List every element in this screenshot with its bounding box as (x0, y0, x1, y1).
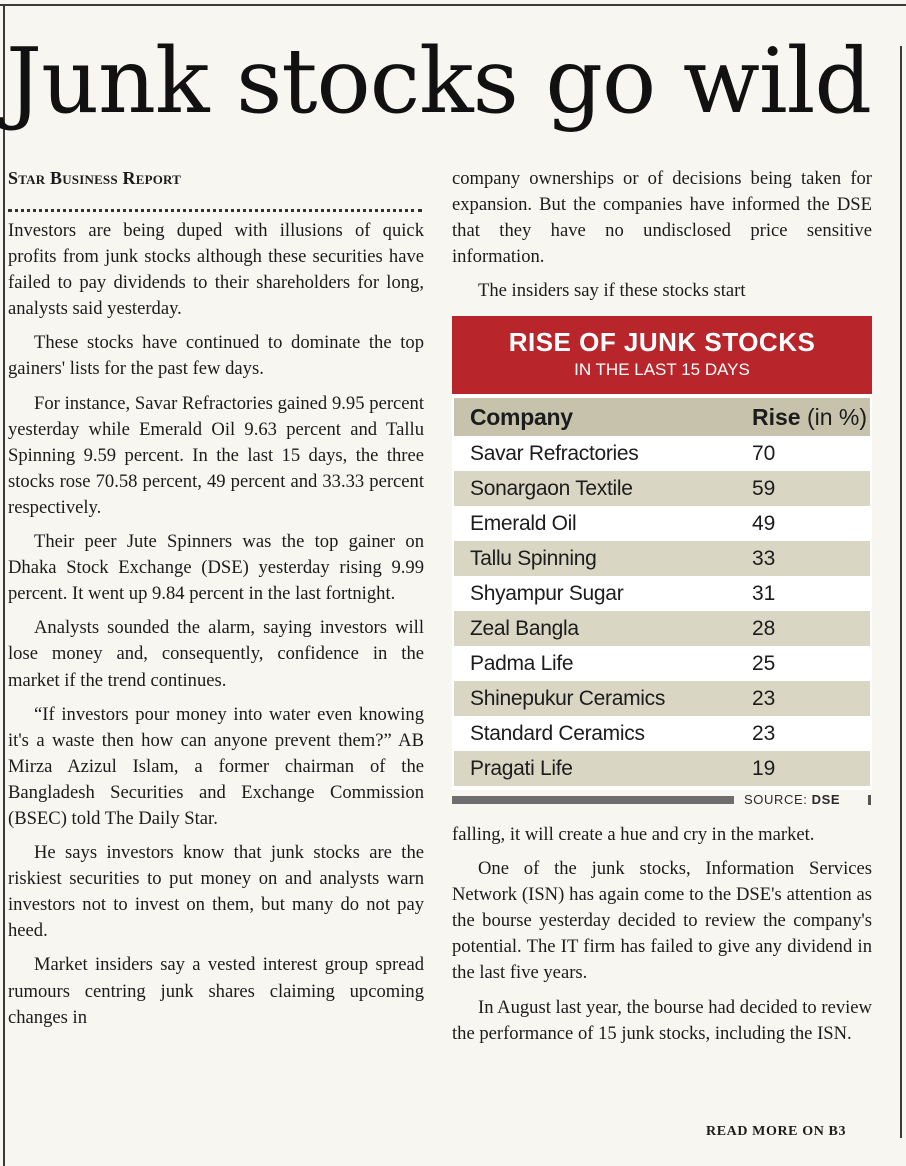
article-headline: Junk stocks go wild (6, 29, 872, 134)
column-header-company (454, 404, 740, 431)
paragraph: Investors are being duped with illusions of quick profits from junk stocks although these securities have failed to pay dividends to their shareholders for long, analysts said yesterday. (8, 220, 424, 320)
paragraph: These stocks have continued to dominate the top gainers' lists for the past few days. (8, 332, 424, 380)
table-row (454, 471, 870, 506)
company-cell: Pragati Life (470, 756, 573, 780)
paragraph: In August last year, the bourse had decided to review the performance of 15 junk stocks, including the ISN. (452, 996, 872, 1044)
paragraph: He says investors know that junk stocks are the riskiest securities to put money on and analysts warn investors not to invest on them, but many do not pay heed. (8, 842, 424, 942)
left-border-rule (3, 4, 5, 1166)
rise-cell: 59 (752, 476, 776, 500)
company-cell: Zeal Bangla (470, 616, 579, 640)
table-subtitle: IN THE LAST 15 DAYS (574, 360, 750, 379)
table-body (452, 394, 872, 790)
top-border-rule (0, 4, 906, 6)
table-column-headers (454, 398, 870, 436)
right-border-rule (900, 46, 902, 1138)
junk-stocks-table (452, 316, 872, 806)
table-row (454, 436, 870, 471)
paragraph: “If investors pour money into water even knowing it's a waste then how can anyone prevent them?” AB Mirza Azizul Islam, a former chairman of the Bangladesh Securities and Exchange Commission (BSEC) told The Daily Star. (8, 703, 424, 829)
table-title: RISE OF JUNK STOCKS (508, 327, 816, 357)
table-header-band (452, 316, 872, 394)
company-cell: Sonargaon Textile (470, 476, 633, 500)
rise-cell: 28 (752, 616, 776, 640)
column-header-rise-unit: (in %) (806, 403, 868, 430)
source-rule (452, 796, 734, 804)
paragraph: The insiders say if these stocks start (478, 280, 746, 302)
rise-cell: 31 (752, 581, 776, 605)
rise-cell: 70 (752, 441, 776, 465)
table-row (454, 751, 870, 786)
paragraph: Market insiders say a vested interest group spread rumours centring junk shares claiming upcoming changes in (8, 954, 424, 1028)
rise-cell: 19 (752, 756, 776, 780)
read-more-jump: READ MORE ON B3 (706, 1124, 847, 1139)
company-cell: Shyampur Sugar (470, 581, 624, 605)
source-tick (868, 795, 871, 805)
company-cell: Tallu Spinning (470, 546, 597, 570)
rise-cell: 25 (752, 651, 776, 675)
company-cell: Savar Refractories (470, 441, 639, 465)
table-row (454, 506, 870, 541)
rise-cell: 23 (752, 686, 776, 710)
right-column-bottom (452, 822, 872, 1055)
table-row (454, 716, 870, 751)
table-row (454, 646, 870, 681)
table-row (454, 611, 870, 646)
paragraph: One of the junk stocks, Information Services Network (ISN) has again come to the DSE's attention as the bourse yesterday decided to review the company's potential. The IT firm has failed to give any dividend in the last five years. (452, 858, 872, 984)
table-row (454, 681, 870, 716)
column-header-rise (740, 404, 870, 431)
paragraph: For instance, Savar Refractories gained 9.95 percent yesterday while Emerald Oil 9.63 percent and Tallu Spinning 9.59 percent. In the last 15 days, the three stocks rose 70.58 percent, 49 percent and 33.33 percent respectively. (8, 392, 424, 518)
column-header-rise-label: Rise (752, 403, 801, 430)
byline: Star Business Report (8, 168, 182, 188)
source-label: SOURCE: (744, 792, 808, 807)
rise-cell: 33 (752, 546, 776, 570)
byline-dotted-rule (8, 209, 422, 212)
paragraph: Analysts sounded the alarm, saying investors will lose money and, consequently, confidence in the market if the trend continues. (8, 617, 424, 691)
company-cell: Standard Ceramics (470, 721, 645, 745)
company-cell: Shinepukur Ceramics (470, 686, 666, 710)
paragraph: falling, it will create a hue and cry in the market. (452, 824, 815, 845)
paragraph: Their peer Jute Spinners was the top gainer on Dhaka Stock Exchange (DSE) yesterday rising 9.99 percent. It went up 9.84 percent in the last fortnight. (8, 531, 424, 605)
table-row (454, 541, 870, 576)
paragraph: company ownerships or of decisions being taken for expansion. But the companies have informed the DSE that they have no undisclosed price sensitive information. (452, 168, 872, 268)
column-header-company-label: Company (470, 403, 573, 430)
company-cell: Padma Life (470, 651, 574, 675)
table-row (454, 576, 870, 611)
rise-cell: 49 (752, 511, 776, 535)
right-column-top (452, 166, 872, 312)
source-value: DSE (811, 792, 841, 807)
company-cell: Emerald Oil (470, 511, 577, 535)
table-source-bar (452, 792, 872, 808)
rise-cell: 23 (752, 721, 776, 745)
left-column (8, 218, 424, 1039)
source-credit (744, 792, 840, 808)
